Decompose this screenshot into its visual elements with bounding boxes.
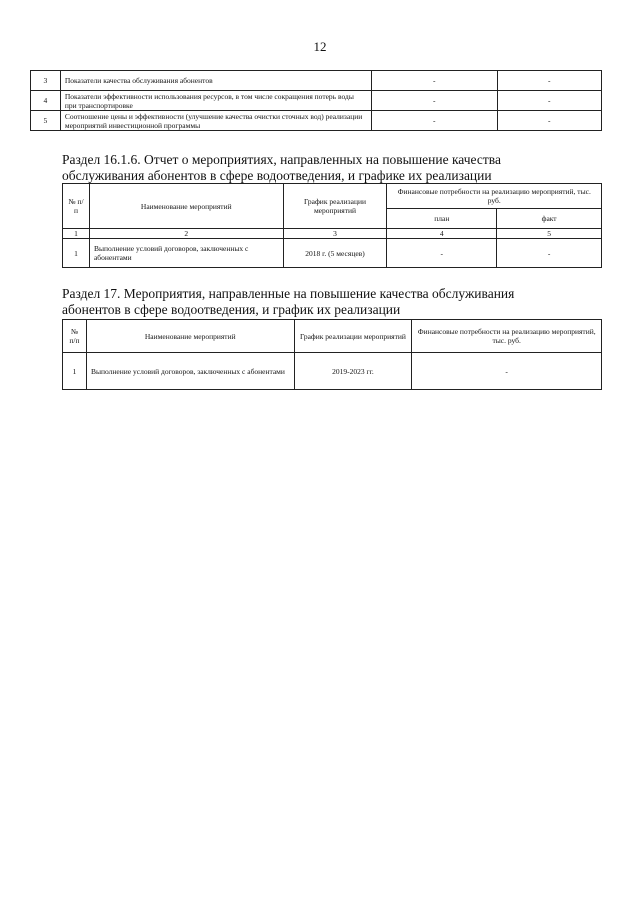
plan-value: -	[387, 239, 497, 268]
header-fact: факт	[497, 208, 602, 228]
schedule-value: 2019-2023 гг.	[294, 353, 412, 390]
table-row	[31, 71, 602, 91]
column-numbers-row	[63, 229, 602, 239]
plan-value: -	[371, 111, 497, 131]
plan-value: -	[371, 71, 497, 91]
header-schedule: График реализации мероприятий	[283, 184, 387, 229]
col-number: 2	[89, 229, 283, 239]
row-number: 3	[31, 71, 61, 91]
page-number: 12	[313, 39, 327, 54]
indicator-name: Соотношение цены и эффективности (улучшение качества очистки сточных вод) реализации мероприятий инвестиционной программы	[60, 111, 371, 131]
finance-value: -	[412, 353, 602, 390]
header-num: № п/п	[63, 184, 90, 229]
header-num: № п/п	[63, 320, 87, 353]
schedule-value: 2018 г. (5 месяцев)	[283, 239, 387, 268]
heading-line: Раздел 16.1.6. Отчет о мероприятиях, направленных на повышение качества	[62, 152, 501, 167]
table-row	[31, 91, 602, 111]
row-number: 4	[31, 91, 61, 111]
col-number: 1	[63, 229, 90, 239]
header-finance: Финансовые потребности на реализацию мероприятий, тыс. руб.	[387, 184, 602, 209]
table-row	[63, 239, 602, 268]
indicator-name: Показатели эффективности использования ресурсов, в том числе сокращения потерь воды при транспортировке	[60, 91, 371, 111]
header-finance: Финансовые потребности на реализацию мероприятий, тыс. руб.	[412, 320, 602, 353]
row-number: 1	[63, 239, 90, 268]
header-name: Наименование мероприятий	[89, 184, 283, 229]
section-17-heading	[62, 286, 597, 318]
header-name: Наименование мероприятий	[86, 320, 294, 353]
measure-name: Выполнение условий договоров, заключенных с абонентами	[86, 353, 294, 390]
fact-value: -	[497, 71, 601, 91]
report-table	[62, 183, 602, 268]
plan-value: -	[371, 91, 497, 111]
section-16-heading	[62, 152, 597, 184]
table-row	[63, 353, 602, 390]
measures-table	[62, 319, 602, 390]
measure-name: Выполнение условий договоров, заключенных с абонентами	[89, 239, 283, 268]
col-number: 5	[497, 229, 602, 239]
col-number: 3	[283, 229, 387, 239]
indicator-name: Показатели качества обслуживания абонентов	[60, 71, 371, 91]
fact-value: -	[497, 239, 602, 268]
header-plan: план	[387, 208, 497, 228]
heading-line: Раздел 17. Мероприятия, направленные на повышение качества обслуживания	[62, 286, 515, 301]
col-number: 4	[387, 229, 497, 239]
heading-line: обслуживания абонентов в сфере водоотведения, и графике их реализации	[62, 168, 492, 183]
fact-value: -	[497, 91, 601, 111]
row-number: 1	[63, 353, 87, 390]
indicators-table	[30, 70, 602, 131]
header-schedule: График реализации мероприятий	[294, 320, 412, 353]
fact-value: -	[497, 111, 601, 131]
row-number: 5	[31, 111, 61, 131]
table-row	[31, 111, 602, 131]
heading-line: абонентов в сфере водоотведения, и график их реализации	[62, 302, 401, 317]
